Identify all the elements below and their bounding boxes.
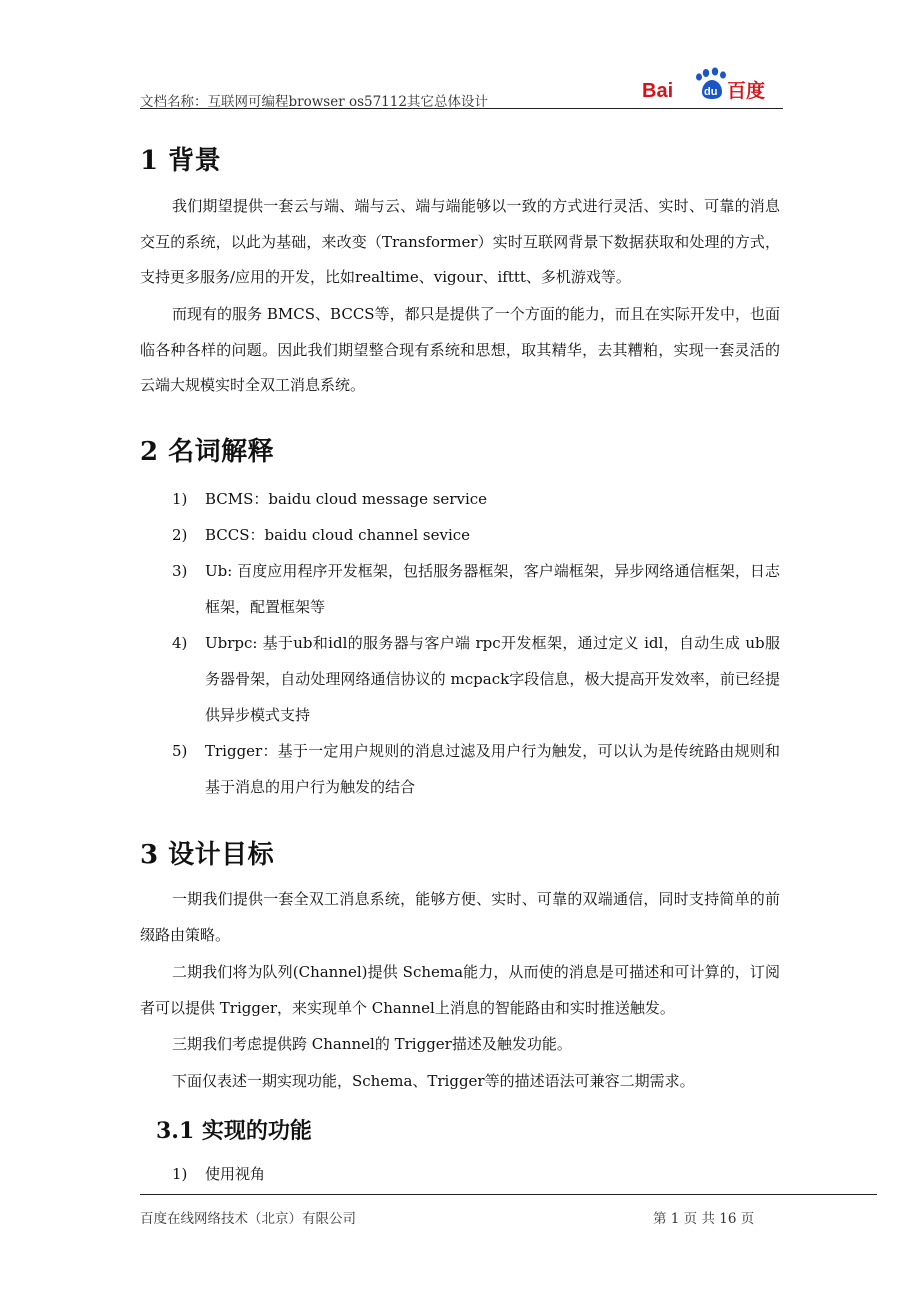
page-number: 第 1 页 共 16 页 — [653, 1211, 755, 1227]
list-item — [172, 481, 780, 517]
list-number: 5) — [172, 742, 188, 760]
list-number: 2) — [172, 526, 188, 544]
paragraph: 而现有的服务 BMCS、BCCS等，都只是提供了一个方面的能力，而且在实际开发中，也面临各种各样的问题。因此我们期望整合现有系统和思想，取其精华，去其糟粕，实现一套灵活的云端大规模实时全双工消息系统。 — [140, 305, 780, 394]
list-item — [172, 625, 780, 733]
list-text: BCCS：baidu cloud channel sevice — [205, 526, 471, 544]
list-text: Ub: 百度应用程序开发框架，包括服务器框架，客户端框架，异步网络通信框架，日志框架，配置框架等 — [205, 562, 780, 616]
paragraph: 下面仅表述一期实现功能，Schema、Trigger等的描述语法可兼容二期需求。 — [172, 1072, 695, 1090]
logo-text-bai: Bai — [642, 80, 674, 102]
logo-text-cn: 百度 — [727, 80, 766, 102]
list-number: 4) — [172, 634, 188, 652]
header-divider — [140, 108, 783, 109]
list-text: Ubrpc: 基于ub和idl的服务器与客户端 rpc开发框架，通过定义 idl，自动生成 ub服务器骨架，自动处理网络通信协议的 mcpack字段信息，极大提高开发效率，前已经提供异步模式支持 — [205, 634, 780, 724]
paragraph: 三期我们考虑提供跨 Channel的 Trigger描述及触发功能。 — [172, 1035, 572, 1053]
list-text: Trigger：基于一定用户规则的消息过滤及用户行为触发，可以认为是传统路由规则和基于消息的用户行为触发的结合 — [205, 742, 780, 796]
baidu-logo — [636, 66, 776, 104]
section-heading-3: 3 设计目标 — [140, 840, 275, 870]
list-item — [172, 1156, 780, 1192]
list-item — [172, 733, 780, 805]
list-item — [172, 553, 780, 625]
list-text: BCMS：baidu cloud message service — [205, 490, 488, 508]
paragraph: 我们期望提供一套云与端、端与云、端与端能够以一致的方式进行灵活、实时、可靠的消息交互的系统，以此为基础，来改变（Transformer）实时互联网背景下数据获取和处理的方式，支持更多服务/应用的开发，比如realtime、vigour、ifttt、多机游戏等。 — [140, 197, 780, 286]
subsection-heading-3-1: 3.1 实现的功能 — [156, 1118, 312, 1144]
section-heading-1: 1 背景 — [140, 146, 222, 176]
footer-divider — [140, 1194, 877, 1195]
list-number: 1) — [172, 1165, 188, 1183]
paragraph: 二期我们将为队列(Channel)提供 Schema能力，从而使的消息是可描述和可计算的，订阅者可以提供 Trigger，来实现单个 Channel上消息的智能路由和实时推送触发。 — [140, 963, 780, 1017]
section-heading-2: 2 名词解释 — [140, 437, 275, 467]
logo-text-du: du — [704, 86, 718, 98]
list-item — [172, 517, 780, 553]
document-title: 文档名称：互联网可编程browser os57112其它总体设计 — [140, 94, 488, 110]
footer-company: 百度在线网络技术（北京）有限公司 — [140, 1211, 356, 1227]
list-text: 使用视角 — [205, 1165, 266, 1183]
list-number: 1) — [172, 490, 188, 508]
paragraph: 一期我们提供一套全双工消息系统，能够方便、实时、可靠的双端通信，同时支持简单的前缀路由策略。 — [140, 890, 780, 944]
list-number: 3) — [172, 562, 188, 580]
